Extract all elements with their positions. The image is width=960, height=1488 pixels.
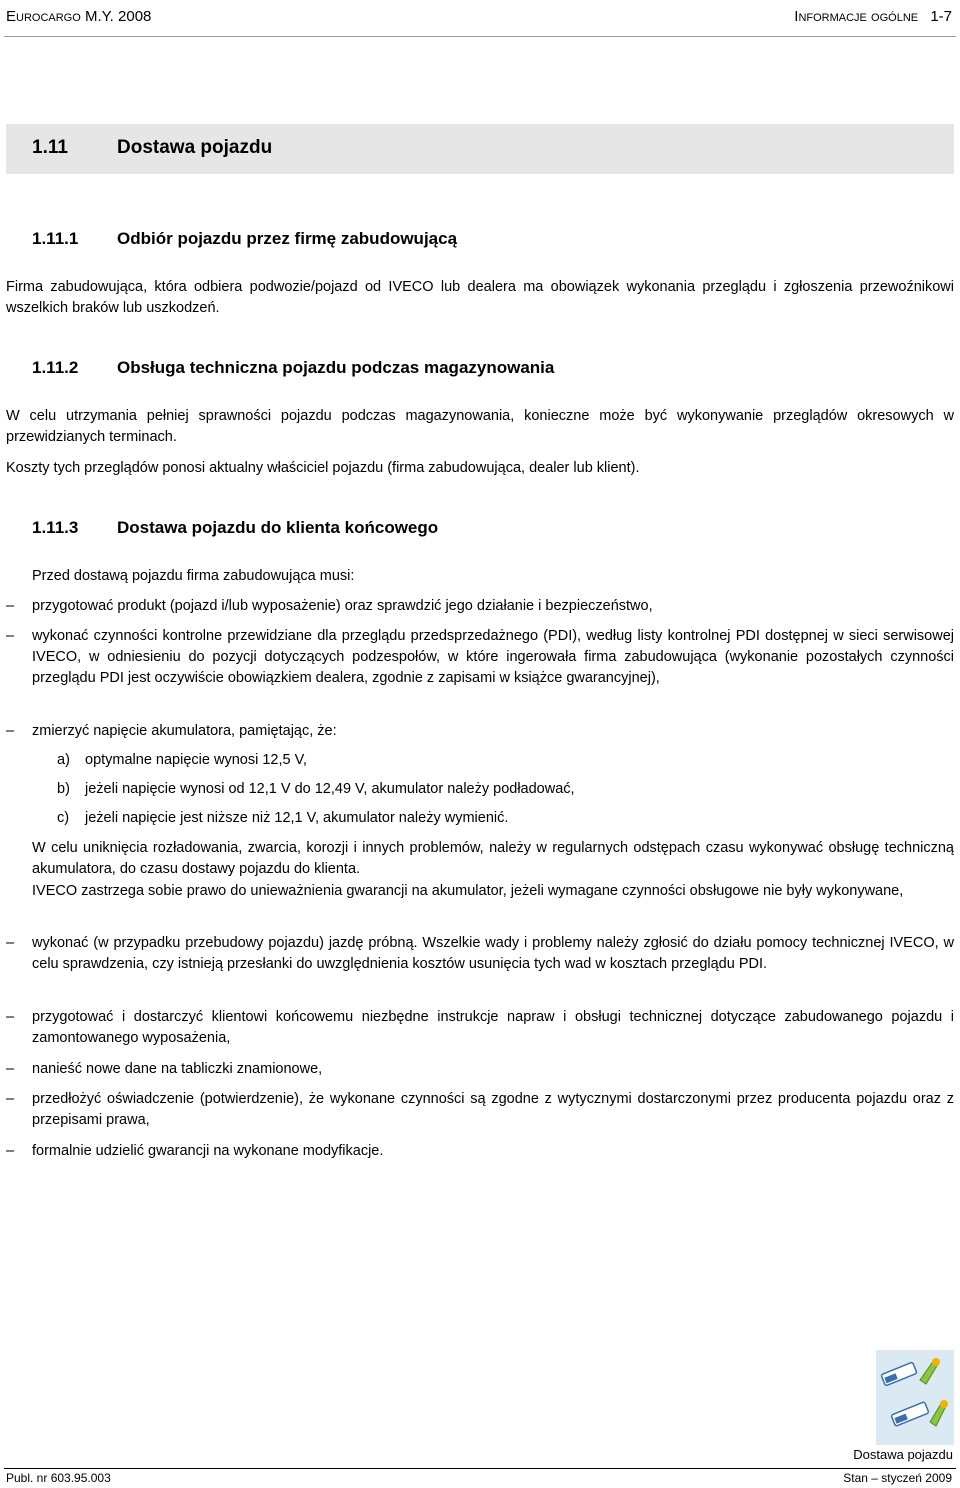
subsection-heading-2 [0,358,960,382]
paragraph: Firma zabudowująca, która odbiera podwozie/pojazd od IVECO lub dealera ma obowiązek wykonania przeglądu i zgłoszenia przewoźnikowi wszelkich braków lub uszkodzeń. [6,279,954,316]
logo-caption: Dostawa pojazdu [853,1447,953,1462]
sub-list-text: jeżeli napięcie jest niższe niż 12,1 V, akumulator należy wymienić. [85,810,509,826]
note-paragraph: IVECO zastrzega sobie prawo do unieważnienia gwarancji na akumulator, jeżeli wymagane czynności obsługowe nie były wykonywane, [32,883,904,899]
list-item-text: przygotować produkt (pojazd i/lub wyposażenie) oraz sprawdzić jego działanie i bezpieczeństwo, [32,598,653,614]
list-item-text: przedłożyć oświadczenie (potwierdzenie), że wykonane czynności są zgodne z wytycznymi dostarczonymi przez producenta pojazdu oraz z przepisami prawa, [32,1091,954,1128]
paragraph: Koszty tych przeglądów ponosi aktualny właściciel pojazdu (firma zabudowująca, dealer lub klient). [6,460,640,476]
sub-list-letter: b) [57,781,70,797]
subsection-heading-1 [0,229,960,253]
delivery-logo-icon [876,1350,954,1445]
sub-list-text: optymalne napięcie wynosi 12,5 V, [85,752,307,768]
subsection-number: 1.11.3 [32,518,79,537]
list-item [6,721,954,742]
footer-date: Stan – styczeń 2009 [843,1471,952,1485]
list-item-text: wykonać czynności kontrolne przewidziane dla przeglądu przedsprzedażnego (PDI), według listy kontrolnej PDI dostępnej w sieci serwisowej IVECO, w odniesieniu do pozycji dotyczących podzespołów, w które ingerowała firma zabudowująca (wykonanie pozostałych czynności przeglądu PDI jest oczywiście obowiązkiem dealera, zgodnie z zapisami w książce gwarancyjnej), [32,628,954,686]
list-item [6,596,954,617]
header-divider [4,36,956,37]
footer-publication: Publ. nr 603.95.003 [6,1471,111,1485]
sub-list-letter: a) [57,752,70,768]
subsection-number: 1.11.2 [32,358,79,377]
dash-bullet: – [6,1009,15,1025]
list-item [6,626,954,689]
subsection-title: Odbiór pojazdu przez firmę zabudowującą [117,229,458,248]
dash-bullet: – [6,935,15,951]
section-number: 1.11 [32,137,68,158]
dash-bullet: – [6,628,15,644]
list-item [6,1141,954,1162]
subsection-title: Obsługa techniczna pojazdu podczas magazynowania [117,358,555,377]
subsection-heading-3 [0,518,960,542]
intro-text: Przed dostawą pojazdu firma zabudowująca musi: [32,568,355,584]
dash-bullet: – [6,598,15,614]
list-item-text: wykonać (w przypadku przebudowy pojazdu) jazdę próbną. Wszelkie wady i problemy należy zgłosić do działu pomocy technicznej IVECO, w celu sprawdzenia, czy istnieją przesłanki do uwzględnienia kosztów usunięcia tych wad w kosztach przeglądu PDI. [32,935,954,972]
subsection-title: Dostawa pojazdu do klienta końcowego [117,518,439,537]
list-item-text: zmierzyć napięcie akumulatora, pamiętając, że: [32,723,337,739]
dash-bullet: – [6,723,15,739]
list-item [6,1089,954,1131]
header-right [794,8,952,25]
sub-list-letter: c) [57,810,70,826]
list-item [6,933,954,975]
list-item-text: przygotować i dostarczyć klientowi końcowemu niezbędne instrukcje napraw i obsługi technicznej dotyczące zabudowanego pojazdu i zamontowanego wyposażenia, [32,1009,954,1046]
dash-bullet: – [6,1091,15,1107]
paragraph: W celu utrzymania pełniej sprawności pojazdu podczas magazynowania, konieczne może być wykonywanie przeglądów okresowych w przewidzianych terminach. [6,408,954,445]
section-title: Dostawa pojazdu [117,137,273,158]
list-item-text: formalnie udzielić gwarancji na wykonane modyfikacje. [32,1143,384,1159]
list-item [6,1059,954,1080]
list-item [6,1007,954,1049]
note-paragraph: W celu uniknięcia rozładowania, zwarcia, korozji i innych problemów, należy w regularnych odstępach czasu wykonywać obsługę techniczną akumulatora, do czasu dostawy pojazdu do klienta. [32,840,954,877]
header-chapter: Informacje ogólne [794,8,919,25]
sub-list-text: jeżeli napięcie wynosi od 12,1 V do 12,49 V, akumulator należy podładować, [85,781,575,797]
footer-divider [4,1468,956,1469]
section-title-bar [6,124,954,174]
dash-bullet: – [6,1061,15,1077]
header-page-number: 1-7 [930,8,952,25]
subsection-number: 1.11.1 [32,229,79,248]
dash-bullet: – [6,1143,15,1159]
list-item-text: nanieść nowe dane na tabliczki znamionowe, [32,1061,323,1077]
header-doc-title: Eurocargo M.Y. 2008 [6,8,152,25]
